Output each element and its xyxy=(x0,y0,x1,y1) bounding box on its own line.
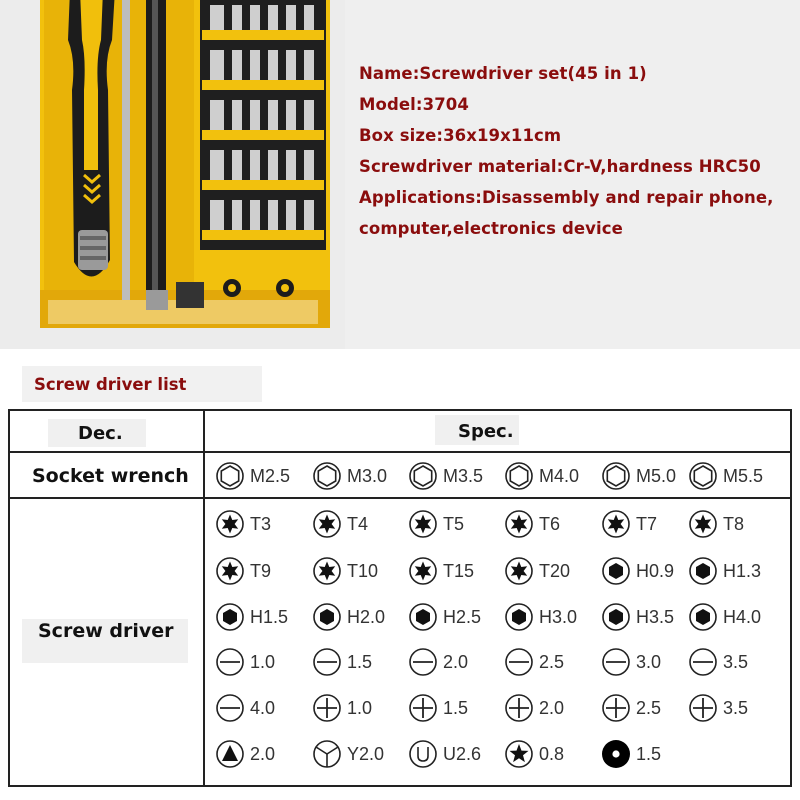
spec-label: T10 xyxy=(347,560,379,581)
header-dec-cell xyxy=(9,410,204,452)
hex-icon xyxy=(601,556,631,586)
spec-item xyxy=(408,693,468,723)
hex-icon xyxy=(408,602,438,632)
product-box-size: Box size:36x19x11cm xyxy=(359,126,562,145)
spec-item xyxy=(312,647,372,677)
slotted-icon xyxy=(215,647,245,677)
spec-item xyxy=(688,509,744,539)
spec-label: 0.8 xyxy=(539,743,565,764)
socket-label-cell xyxy=(9,452,204,498)
spec-label: H0.9 xyxy=(636,560,675,581)
hex-icon xyxy=(215,602,245,632)
hex-icon xyxy=(504,602,534,632)
slotted-icon xyxy=(312,647,342,677)
torx-icon xyxy=(601,509,631,539)
spec-item xyxy=(408,602,481,632)
hex-icon xyxy=(688,556,718,586)
screw-driver-label: Screw driver xyxy=(38,620,174,642)
spec-item xyxy=(601,739,661,769)
spec-item xyxy=(312,693,372,723)
spec-item xyxy=(688,556,761,586)
spec-label: T4 xyxy=(347,513,369,534)
spec-item xyxy=(688,647,748,677)
phillips-icon xyxy=(408,693,438,723)
spec-label: 2.0 xyxy=(539,697,565,718)
hex-icon xyxy=(601,602,631,632)
torx-icon xyxy=(215,556,245,586)
round-icon xyxy=(601,739,631,769)
spec-item xyxy=(312,556,378,586)
spec-label: T9 xyxy=(250,560,272,581)
hex-socket-icon xyxy=(215,461,245,491)
spec-label: Y2.0 xyxy=(347,743,385,764)
spec-label: 3.5 xyxy=(723,697,749,718)
spec-label: 3.5 xyxy=(723,651,749,672)
spec-item xyxy=(601,602,674,632)
spec-item xyxy=(688,602,761,632)
spec-label: M2.5 xyxy=(250,465,291,486)
torx-icon xyxy=(215,509,245,539)
spec-label: H1.5 xyxy=(250,606,289,627)
spec-label: 1.0 xyxy=(250,651,276,672)
spec-item xyxy=(504,461,579,491)
spec-label: T3 xyxy=(250,513,272,534)
product-name: Name:Screwdriver set(45 in 1) xyxy=(359,64,647,83)
torx-icon xyxy=(504,556,534,586)
spec-item xyxy=(215,602,288,632)
product-material: Screwdriver material:Cr-V,hardness HRC50 xyxy=(359,157,761,176)
spec-label: T7 xyxy=(636,513,658,534)
spec-label: 2.5 xyxy=(636,697,662,718)
spec-item xyxy=(215,647,275,677)
phillips-icon xyxy=(601,693,631,723)
header-spec: Spec. xyxy=(458,421,514,442)
spec-label: H1.3 xyxy=(723,560,762,581)
spec-item xyxy=(215,693,275,723)
spec-item xyxy=(504,509,560,539)
header-dec: Dec. xyxy=(78,423,123,444)
spec-label: T6 xyxy=(539,513,561,534)
header-spec-cell xyxy=(204,410,791,452)
torx-icon xyxy=(688,509,718,539)
spec-label: 1.5 xyxy=(347,651,373,672)
torx-icon xyxy=(408,556,438,586)
hex-icon xyxy=(312,602,342,632)
spec-item xyxy=(601,693,661,723)
spec-item xyxy=(504,647,564,677)
spec-item xyxy=(312,461,387,491)
spec-item xyxy=(601,556,674,586)
product-model: Model:3704 xyxy=(359,95,469,114)
spec-label: H2.5 xyxy=(443,606,482,627)
spec-label: T20 xyxy=(539,560,571,581)
spec-item xyxy=(312,739,384,769)
spec-item xyxy=(215,739,275,769)
screwdriver-label-cell xyxy=(9,498,204,786)
spec-item xyxy=(215,556,271,586)
phillips-icon xyxy=(312,693,342,723)
spec-item xyxy=(408,647,468,677)
slotted-icon xyxy=(215,693,245,723)
spec-item xyxy=(688,461,763,491)
hex-socket-icon xyxy=(688,461,718,491)
screwdriver-set-photo xyxy=(0,0,345,349)
pentalobe-icon xyxy=(504,739,534,769)
slotted-icon xyxy=(504,647,534,677)
hex-socket-icon xyxy=(504,461,534,491)
spec-label: 1.0 xyxy=(347,697,373,718)
product-hero xyxy=(0,0,800,349)
hex-icon xyxy=(688,602,718,632)
spec-label: T5 xyxy=(443,513,465,534)
spec-item xyxy=(504,693,564,723)
spec-label: M5.5 xyxy=(723,465,764,486)
phillips-icon xyxy=(688,693,718,723)
spec-item xyxy=(408,739,481,769)
product-applications: Applications:Disassembly and repair phone, xyxy=(359,188,774,207)
spec-label: 3.0 xyxy=(636,651,662,672)
spec-label: M3.0 xyxy=(347,465,388,486)
spec-item xyxy=(601,647,661,677)
spec-label: 2.0 xyxy=(443,651,469,672)
socket-wrench-label: Socket wrench xyxy=(32,465,189,487)
spec-label: H3.5 xyxy=(636,606,675,627)
torx-icon xyxy=(312,556,342,586)
spec-label: 2.0 xyxy=(250,743,276,764)
spec-item xyxy=(408,556,474,586)
spec-label: H4.0 xyxy=(723,606,762,627)
spec-item xyxy=(312,602,385,632)
torx-icon xyxy=(408,509,438,539)
slotted-icon xyxy=(688,647,718,677)
spec-item xyxy=(601,509,657,539)
spec-label: H2.0 xyxy=(347,606,386,627)
spec-label: 1.5 xyxy=(443,697,469,718)
spec-item xyxy=(408,461,483,491)
spec-item xyxy=(504,739,564,769)
hex-socket-icon xyxy=(601,461,631,491)
spec-label: T15 xyxy=(443,560,475,581)
spec-item xyxy=(408,509,464,539)
spec-item xyxy=(688,693,748,723)
screwdriver-table xyxy=(8,409,792,787)
product-specs xyxy=(359,58,774,244)
phillips-icon xyxy=(504,693,534,723)
spec-label: U2.6 xyxy=(443,743,482,764)
spec-item xyxy=(215,509,271,539)
torx-icon xyxy=(504,509,534,539)
list-title: Screw driver list xyxy=(22,366,262,402)
slotted-icon xyxy=(601,647,631,677)
spec-label: 1.5 xyxy=(636,743,662,764)
triangle-icon xyxy=(215,739,245,769)
spec-item xyxy=(601,461,676,491)
spec-label: 2.5 xyxy=(539,651,565,672)
spec-item xyxy=(215,461,290,491)
hex-socket-icon xyxy=(408,461,438,491)
spec-label: T8 xyxy=(723,513,745,534)
screwdriver-spec-cell xyxy=(204,498,791,786)
product-applications-cont: computer,electronics device xyxy=(359,219,623,238)
spec-label: M3.5 xyxy=(443,465,484,486)
u-type-icon xyxy=(408,739,438,769)
socket-spec-cell xyxy=(204,452,791,498)
spec-item xyxy=(504,556,570,586)
spec-label: M5.0 xyxy=(636,465,677,486)
spec-item xyxy=(504,602,577,632)
spec-label: M4.0 xyxy=(539,465,580,486)
spec-label: H3.0 xyxy=(539,606,578,627)
spec-label: 4.0 xyxy=(250,697,276,718)
tri-wing-icon xyxy=(312,739,342,769)
torx-icon xyxy=(312,509,342,539)
spec-item xyxy=(312,509,368,539)
slotted-icon xyxy=(408,647,438,677)
hex-socket-icon xyxy=(312,461,342,491)
